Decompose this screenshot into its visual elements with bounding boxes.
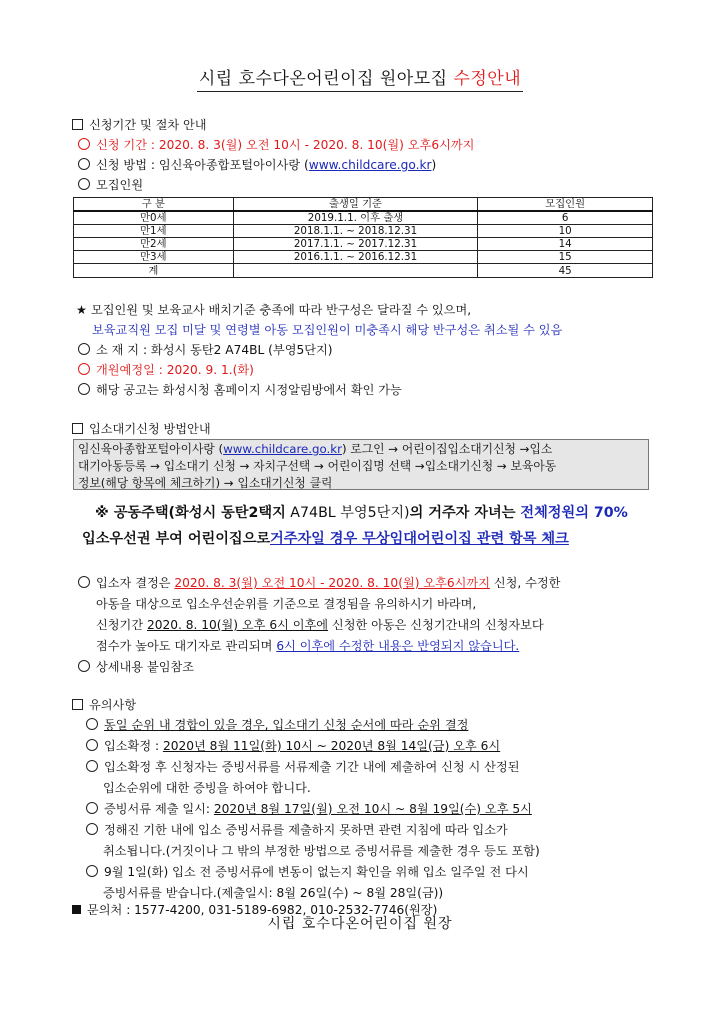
table-header: 구 분 xyxy=(74,198,234,212)
decision-line-2: 아동을 대상으로 입소우선순위를 기준으로 결정됨을 유의하시기 바라며, xyxy=(96,597,477,611)
waitlist-instructions-box: 임신육아종합포털아이사랑 (www.childcare.go.kr) 로그인 → 어린이집입소대기신청 →입소 대기아동등록 → 입소대기 신청 → 자치구선택 → 어린이집명 선택 →입소대기신청 → 보육아동 정보(해당 항목에 체크하기) → 입소대기신청 클릭 xyxy=(73,439,649,490)
priority-line-2: 입소우선권 부여 어린이집으로거주자일 경우 무상임대어린이집 관련 항목 체크 xyxy=(82,531,569,547)
caution-item: 정해진 기한 내에 입소 증빙서류를 제출하지 못하면 관련 지침에 따라 입소가 xyxy=(86,821,508,838)
circle-bullet-icon xyxy=(78,660,90,672)
square-bullet-icon xyxy=(72,423,83,434)
square-bullet-icon xyxy=(72,119,83,130)
circle-bullet-icon xyxy=(86,802,98,814)
childcare-link[interactable]: www.childcare.go.kr xyxy=(308,158,432,172)
square-bullet-icon xyxy=(72,699,83,710)
table-header: 모집인원 xyxy=(478,198,653,212)
caution-item: 입소확정 후 신청자는 증빙서류를 서류제출 기간 내에 제출하여 신청 시 산정된 xyxy=(86,758,519,775)
page-title: 시립 호수다온어린이집 원아모집 수정안내 xyxy=(0,64,720,92)
note-blue: 보육교직원 모집 미달 및 연령별 아동 모집인원이 미충족시 해당 반구성은 취소될 수 있음 xyxy=(92,323,563,337)
circle-bullet-icon xyxy=(78,138,90,150)
circle-bullet-icon xyxy=(86,760,98,772)
table-total-row: 계 45 xyxy=(74,264,653,277)
table-header-row xyxy=(74,198,653,212)
section1-heading: 신청기간 및 절차 안내 xyxy=(72,116,207,133)
priority-line-1: ※ 공동주택(화성시 동탄2택지 A74BL 부영5단지)의 거주자 자녀는 전체정원의 70% xyxy=(95,505,628,521)
signature: 시립 호수다온어린이집 원장 xyxy=(267,916,453,932)
circle-bullet-icon xyxy=(78,158,90,170)
note-star: ★ 모집인원 및 보육교사 배치기준 충족에 따라 반구성은 달라질 수 있으며, xyxy=(76,303,472,317)
circle-bullet-icon xyxy=(78,363,90,375)
section3-heading: 유의사항 xyxy=(72,696,136,713)
table-row: 만0세 2019.1.1. 이후 출생 6 xyxy=(74,211,653,225)
table-row: 만3세 2016.1.1. ~ 2016.12.31 15 xyxy=(74,251,653,264)
location: 소 재 지 : 화성시 동탄2 A74BL (부영5단지) xyxy=(78,341,333,358)
circle-bullet-icon xyxy=(86,718,98,730)
table-row: 만1세 2018.1.1. ~ 2018.12.31 10 xyxy=(74,225,653,238)
childcare-link[interactable]: www.childcare.go.kr xyxy=(223,442,342,456)
recruit-table xyxy=(73,197,653,278)
table-header: 출생일 기준 xyxy=(233,198,478,212)
star-icon: ★ xyxy=(76,303,87,317)
caution-item-cont: 취소됩니다.(거짓이나 그 밖의 부정한 방법으로 증빙서류를 제출한 경우 등도 포함) xyxy=(103,844,540,858)
circle-bullet-icon xyxy=(78,178,90,190)
caution-item: 9월 1일(화) 입소 전 증빙서류에 변동이 없는지 확인을 위해 입소 일주일 전 다시 xyxy=(86,863,529,880)
decision-line-4: 점수가 높아도 대기자로 관리되며 6시 이후에 수정한 내용은 반영되지 않습니다. xyxy=(96,639,520,653)
circle-bullet-icon xyxy=(78,383,90,395)
caution-item-cont: 증빙서류를 받습니다.(제출일시: 8월 26일(수) ~ 8월 28일(금)) xyxy=(103,886,444,900)
decision-line-1: 입소자 결정은 2020. 8. 3(월) 오전 10시 - 2020. 8. 10(월) 오후6시까지 신청, 수정한 xyxy=(78,574,560,591)
circle-bullet-icon xyxy=(86,823,98,835)
recruit-heading: 모집인원 xyxy=(78,176,143,193)
caution-item: 동일 순위 내 경합이 있을 경우, 입소대기 신청 순서에 따라 순위 결정 xyxy=(86,716,468,733)
caution-item: 입소확정 : 2020년 8월 11일(화) 10시 ~ 2020년 8월 14일(금) 오후 6시 xyxy=(86,737,500,754)
application-period: 신청 기간 : 2020. 8. 3(월) 오전 10시 - 2020. 8. 10(월) 오후6시까지 xyxy=(78,136,474,153)
notice-line: 해당 공고는 화성시청 홈페이지 시정알림방에서 확인 가능 xyxy=(78,381,402,398)
decision-line-3: 신청기간 2020. 8. 10(월) 오후 6시 이후에 신청한 아동은 신청기간내의 신청자보다 xyxy=(96,618,544,632)
application-method: 신청 방법 : 임신육아종합포털아이사랑 (www.childcare.go.kr) xyxy=(78,156,436,173)
circle-bullet-icon xyxy=(78,343,90,355)
caution-item-cont: 입소순위에 대한 증빙을 하여야 합니다. xyxy=(103,781,311,795)
detail-reference: 상세내용 붙임참조 xyxy=(78,658,194,675)
caution-item: 증빙서류 제출 일시: 2020년 8월 17일(월) 오전 10시 ~ 8월 19일(수) 오후 5시 xyxy=(86,800,532,817)
contact-line: 문의처 : 1577-4200, 031-5189-6982, 010-2532-7746(원장) xyxy=(72,901,437,918)
title-highlight: 수정안내 xyxy=(453,69,522,89)
table-row: 만2세 2017.1.1. ~ 2017.12.31 14 xyxy=(74,238,653,251)
circle-bullet-icon xyxy=(86,865,98,877)
opening-date: 개원예정일 : 2020. 9. 1.(화) xyxy=(78,361,254,378)
circle-bullet-icon xyxy=(86,739,98,751)
section2-heading: 입소대기신청 방법안내 xyxy=(72,420,211,437)
circle-bullet-icon xyxy=(78,576,90,588)
